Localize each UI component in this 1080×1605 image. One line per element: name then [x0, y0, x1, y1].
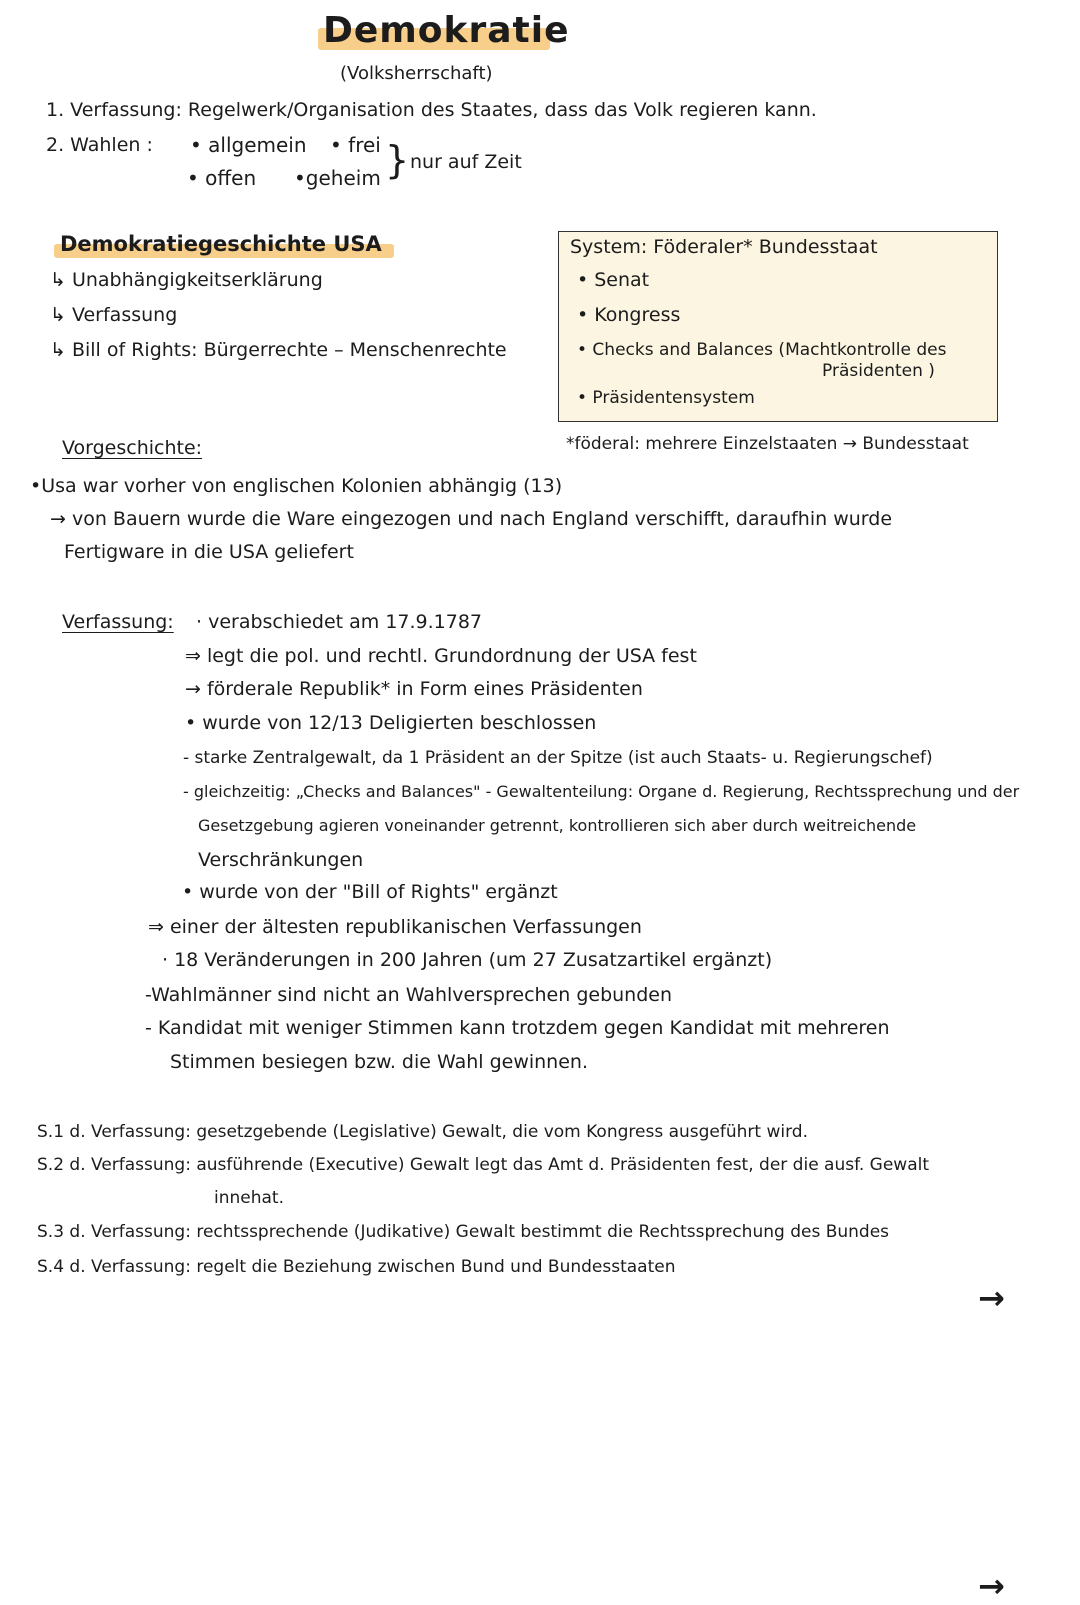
next-page-arrow [978, 1280, 1005, 1316]
wahlen-note: nur auf Zeit [410, 151, 522, 173]
wahlen-geheim: •geheim [294, 166, 381, 190]
page-subtitle: (Volksherrschaft) [340, 63, 493, 84]
verfassung-adopted: · verabschiedet am 17.9.1787 [196, 611, 483, 633]
system-box-item: • Checks and Balances (Machtkontrolle des [577, 340, 947, 360]
verfassung-line: Stimmen besiegen bzw. die Wahl gewinnen. [170, 1051, 588, 1073]
wahlen-frei: • frei [330, 133, 381, 157]
next-page-arrow-icon: → [978, 1567, 1005, 1605]
verfassung-line: Verschränkungen [198, 849, 364, 871]
verfassung-line: • wurde von 12/13 Deligierten beschlossen [185, 712, 597, 734]
definition-verfassung: 1. Verfassung: Regelwerk/Organisation des Staates, dass das Volk regieren kann. [46, 99, 817, 121]
usa-item: ↳ Unabhängigkeitserklärung [50, 269, 323, 291]
usa-heading: Demokratiegeschichte USA [60, 232, 382, 256]
usa-item: ↳ Bill of Rights: Bürgerrechte – Menschenrechte [50, 339, 507, 361]
verfassung-heading: Verfassung: [62, 611, 174, 633]
system-box-item: • Senat [577, 269, 650, 291]
wahlen-allgemein: • allgemein [190, 133, 307, 157]
system-box-item: Präsidenten ) [822, 361, 935, 381]
system-box-title: System: Föderaler* Bundesstaat [570, 236, 878, 258]
verfassung-line: - starke Zentralgewalt, da 1 Präsident an der Spitze (ist auch Staats- u. Regierungschef) [183, 748, 933, 768]
wahlen-label: 2. Wahlen : [46, 134, 153, 156]
arrow-glyph: → [978, 1279, 1005, 1317]
vorgeschichte-heading: Vorgeschichte: [62, 437, 203, 459]
system-box-item: • Präsidentensystem [577, 388, 755, 408]
verfassung-line: ⇒ einer der ältesten republikanischen Verfassungen [148, 916, 642, 938]
verfassung-line: · 18 Veränderungen in 200 Jahren (um 27 Zusatzartikel ergänzt) [162, 949, 773, 971]
article-line: S.2 d. Verfassung: ausführende (Executive) Gewalt legt das Amt d. Präsidenten fest, der die ausf. Gewalt [37, 1155, 930, 1175]
article-line: innehat. [214, 1188, 284, 1208]
wahlen-brace: } [385, 138, 410, 182]
article-line: S.1 d. Verfassung: gesetzgebende (Legislative) Gewalt, die vom Kongress ausgeführt wird. [37, 1122, 808, 1142]
vorgeschichte-line: → von Bauern wurde die Ware eingezogen und nach England verschifft, daraufhin wurde [50, 508, 893, 530]
usa-item: ↳ Verfassung [50, 304, 178, 326]
wahlen-offen: • offen [187, 166, 257, 190]
verfassung-line: -Wahlmänner sind nicht an Wahlversprechen gebunden [145, 984, 673, 1006]
verfassung-line: ⇒ legt die pol. und rechtl. Grundordnung der USA fest [185, 645, 697, 667]
vorgeschichte-line: •Usa war vorher von englischen Kolonien abhängig (13) [30, 475, 563, 497]
system-box-item: • Kongress [577, 304, 681, 326]
verfassung-line: Gesetzgebung agieren voneinander getrennt, kontrollieren sich aber durch weitreichende [198, 816, 917, 835]
vorgeschichte-line: Fertigware in die USA geliefert [64, 541, 354, 563]
verfassung-line: → förderale Republik* in Form eines Präsidenten [185, 678, 643, 700]
system-box-footnote: *föderal: mehrere Einzelstaaten → Bundesstaat [566, 434, 969, 454]
article-line: S.3 d. Verfassung: rechtssprechende (Judikative) Gewalt bestimmt die Rechtssprechung des Bundes [37, 1222, 890, 1242]
article-line: S.4 d. Verfassung: regelt die Beziehung zwischen Bund und Bundesstaaten [37, 1257, 676, 1277]
verfassung-line: - Kandidat mit weniger Stimmen kann trotzdem gegen Kandidat mit mehreren [145, 1017, 890, 1039]
page-title: Demokratie [323, 10, 570, 51]
verfassung-line: • wurde von der "Bill of Rights" ergänzt [182, 881, 558, 903]
verfassung-line: - gleichzeitig: „Checks and Balances" - Gewaltenteilung: Organe d. Regierung, Rechtssprechung und der [183, 782, 1020, 801]
